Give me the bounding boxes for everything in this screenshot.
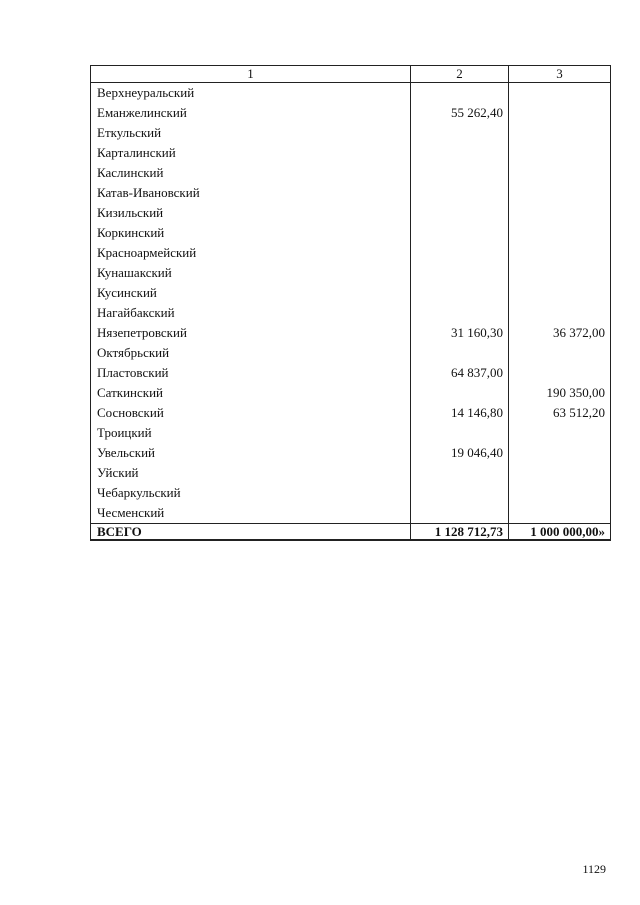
table-row [91, 263, 611, 283]
value-col3 [509, 283, 611, 303]
value-col2 [411, 243, 509, 263]
value-col2: 14 146,80 [411, 403, 509, 423]
district-name: Сосновский [91, 403, 411, 423]
district-name: Верхнеуральский [91, 83, 411, 104]
value-col2 [411, 463, 509, 483]
table-row [91, 423, 611, 443]
table-row [91, 343, 611, 363]
value-col2 [411, 303, 509, 323]
page-number: 1129 [582, 862, 606, 876]
value-col2 [411, 223, 509, 243]
value-col3 [509, 343, 611, 363]
district-name: Уйский [91, 463, 411, 483]
value-col3 [509, 303, 611, 323]
district-name: Коркинский [91, 223, 411, 243]
table-row [91, 303, 611, 323]
district-name: Красноармейский [91, 243, 411, 263]
value-col3 [509, 203, 611, 223]
value-col3 [509, 463, 611, 483]
table-row [91, 243, 611, 263]
column-header-1: 1 [91, 66, 411, 83]
value-col3 [509, 483, 611, 503]
value-col2 [411, 283, 509, 303]
value-col3 [509, 363, 611, 383]
table-row [91, 383, 611, 403]
table-body [91, 83, 611, 524]
table-row [91, 463, 611, 483]
district-name: Каслинский [91, 163, 411, 183]
value-col2 [411, 183, 509, 203]
value-col3 [509, 263, 611, 283]
total-col2: 1 128 712,73 [411, 524, 509, 541]
value-col3 [509, 143, 611, 163]
value-col3: 36 372,00 [509, 323, 611, 343]
value-col2 [411, 123, 509, 143]
value-col2: 19 046,40 [411, 443, 509, 463]
value-col2 [411, 423, 509, 443]
district-name: Кизильский [91, 203, 411, 223]
district-name: Саткинский [91, 383, 411, 403]
value-col2 [411, 263, 509, 283]
value-col2: 64 837,00 [411, 363, 509, 383]
value-col2 [411, 343, 509, 363]
table-row [91, 83, 611, 104]
table-row [91, 103, 611, 123]
table-header-row [91, 66, 611, 83]
district-name: Кусинский [91, 283, 411, 303]
table-row [91, 183, 611, 203]
value-col3: 63 512,20 [509, 403, 611, 423]
district-name: Еткульский [91, 123, 411, 143]
table-row [91, 123, 611, 143]
table-row [91, 483, 611, 503]
district-name: Нагайбакский [91, 303, 411, 323]
column-header-3: 3 [509, 66, 611, 83]
value-col3: 190 350,00 [509, 383, 611, 403]
district-name: Троицкий [91, 423, 411, 443]
value-col3 [509, 183, 611, 203]
value-col2 [411, 503, 509, 524]
district-name: Катав-Ивановский [91, 183, 411, 203]
district-name: Пластовский [91, 363, 411, 383]
district-name: Чебаркульский [91, 483, 411, 503]
value-col2: 31 160,30 [411, 323, 509, 343]
value-col3 [509, 503, 611, 524]
table-row [91, 403, 611, 423]
table-row [91, 223, 611, 243]
column-header-2: 2 [411, 66, 509, 83]
value-col2 [411, 483, 509, 503]
total-label: ВСЕГО [91, 524, 411, 541]
value-col3 [509, 163, 611, 183]
table-row [91, 283, 611, 303]
value-col3 [509, 123, 611, 143]
district-name: Нязепетровский [91, 323, 411, 343]
district-name: Увельский [91, 443, 411, 463]
allocation-table [90, 65, 611, 541]
value-col2 [411, 203, 509, 223]
value-col2: 55 262,40 [411, 103, 509, 123]
district-name: Чесменский [91, 503, 411, 524]
district-name: Октябрьский [91, 343, 411, 363]
value-col3 [509, 243, 611, 263]
table-row [91, 143, 611, 163]
district-name: Кунашакский [91, 263, 411, 283]
table-row [91, 163, 611, 183]
total-col3: 1 000 000,00» [509, 524, 611, 541]
value-col3 [509, 83, 611, 104]
value-col3 [509, 423, 611, 443]
table-row [91, 443, 611, 463]
value-col2 [411, 143, 509, 163]
table-row [91, 363, 611, 383]
total-row [91, 524, 611, 541]
table-row [91, 203, 611, 223]
district-name: Еманжелинский [91, 103, 411, 123]
value-col2 [411, 383, 509, 403]
table-row [91, 503, 611, 524]
value-col2 [411, 163, 509, 183]
value-col3 [509, 223, 611, 243]
value-col2 [411, 83, 509, 104]
table-row [91, 323, 611, 343]
district-name: Карталинский [91, 143, 411, 163]
value-col3 [509, 103, 611, 123]
value-col3 [509, 443, 611, 463]
